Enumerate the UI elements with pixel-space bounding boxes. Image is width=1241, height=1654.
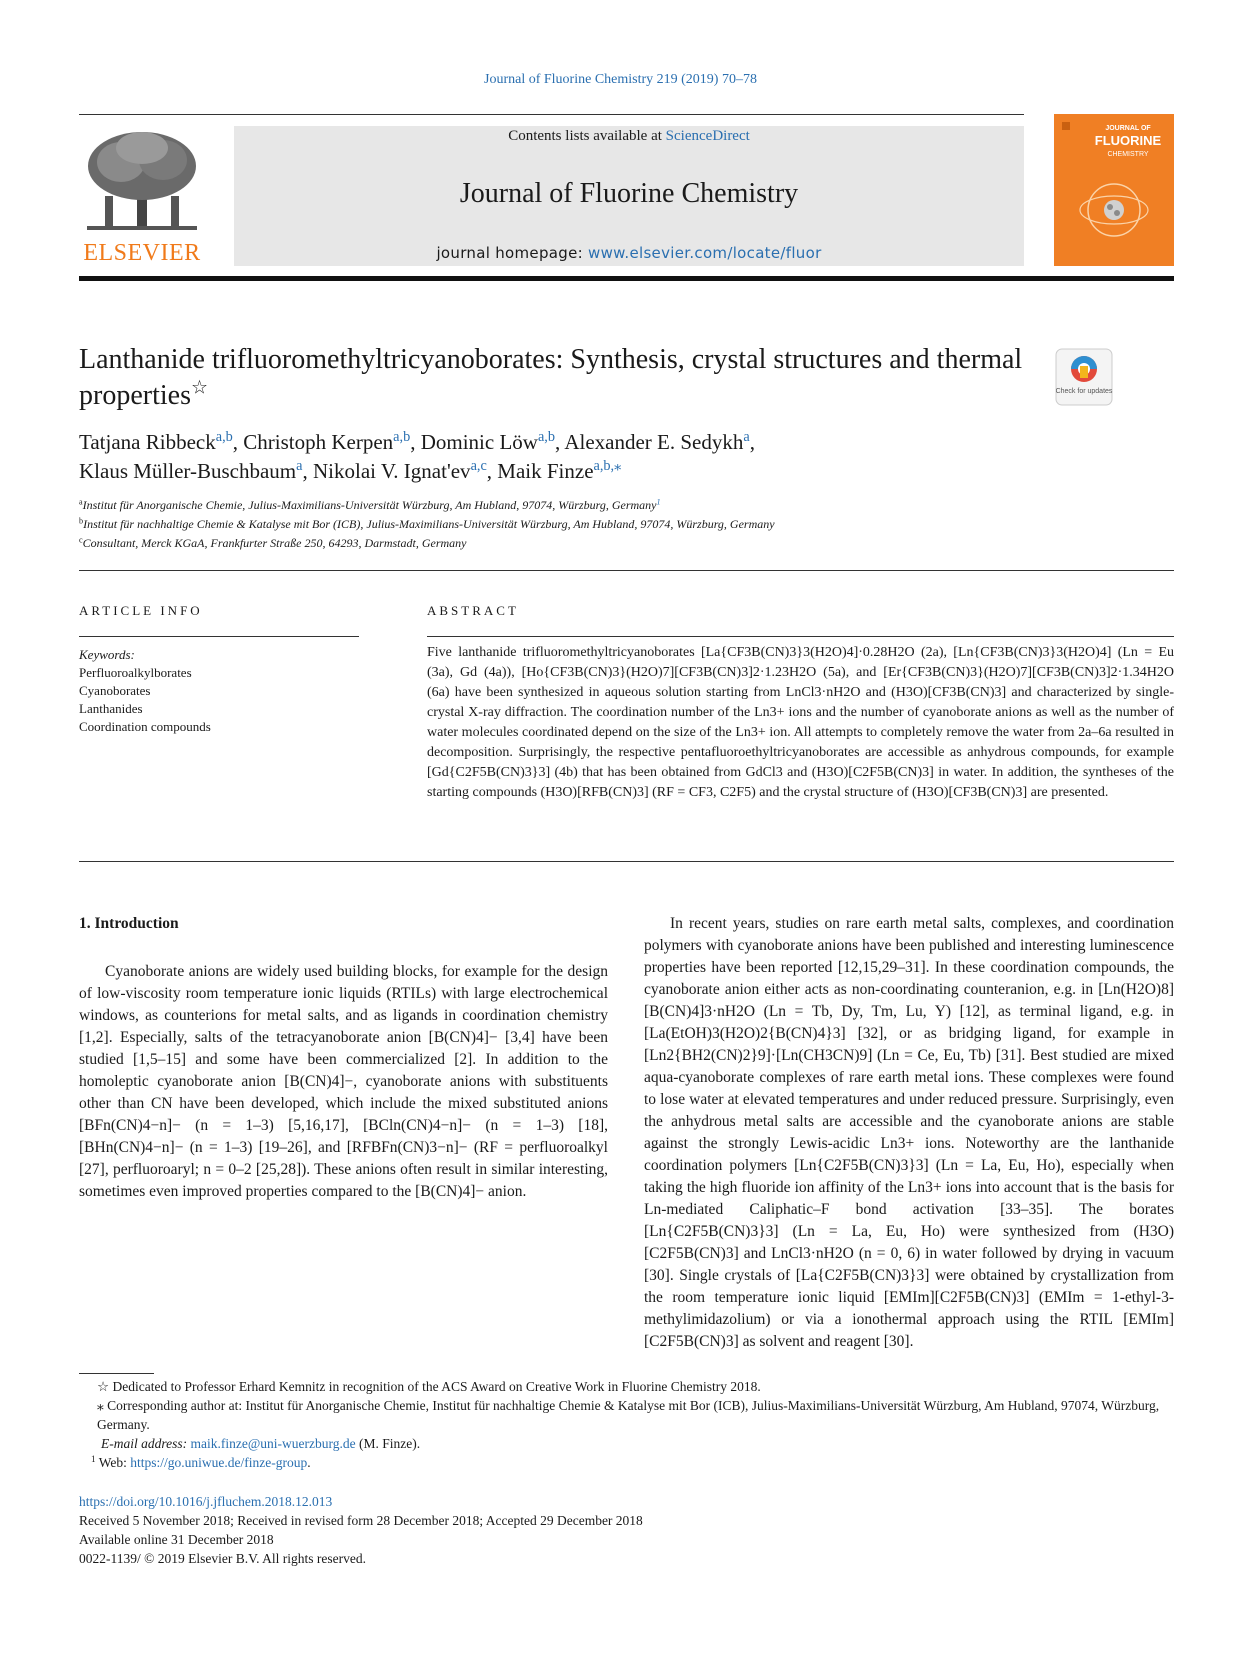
affiliation-text: Consultant, Merck KGaA, Frankfurter Straße 250, 64293, Darmstadt, Germany — [82, 536, 467, 550]
keyword-item: Coordination compounds — [79, 719, 211, 734]
author-name[interactable]: Maik Finze — [497, 459, 594, 483]
header-thick-rule — [79, 276, 1174, 281]
article-info-heading: ARTICLE INFO — [79, 603, 203, 618]
divider-rule — [79, 861, 1174, 862]
affiliation-list — [79, 496, 1079, 553]
affiliation-mark: b — [79, 516, 84, 526]
web-link[interactable]: https://go.uniwue.de/finze-group — [130, 1455, 308, 1470]
keywords-block — [79, 646, 359, 736]
body-paragraph: Cyanoborate anions are widely used building blocks, for example for the design of low-viscosity room temperature ionic liquids (RTILs) with large electrochemical windows, as counterions for metal salts, and as ligands in coordination chemistry [1,2]. Especially, salts of the tetracyanoborate anion [B(CN)4]− [3,4] have been studied [1,5–15] and some have been commercialized [2]. In addition to the homoleptic cyanoborate anion [B(CN)4]−, cyanoborate anions with substituents other than CN have been developed, which include the mixed substituted anions [BFn(CN)4−n]− (n = 1–3) [5,16,17], [BCln(CN)4−n]− (n = 1–3) [18], [BHn(CN)4−n]− (n = 1–3) [19–26], and [RFBFn(CN)3−n]− (RF = perfluoroalkyl [27], perfluoroaryl; n = 0–2 [25,28]). These anions often result in similar interesting, sometimes even improved properties compared to the [B(CN)4]− anion. — [79, 963, 608, 1200]
author-affiliation-mark[interactable]: a,c — [470, 458, 487, 475]
footnote-rule — [79, 1373, 154, 1374]
svg-text:JOURNAL OF: JOURNAL OF — [1105, 125, 1151, 132]
homepage-line — [234, 244, 1024, 262]
check-for-updates-badge[interactable] — [1055, 348, 1113, 406]
contents-line — [234, 128, 1024, 145]
affiliation-note-mark[interactable]: 1 — [656, 497, 661, 507]
journal-reference[interactable]: Journal of Fluorine Chemistry 219 (2019) 70–78 — [484, 72, 757, 87]
affiliation-mark: c — [79, 535, 83, 545]
title-text: Lanthanide trifluoromethyltricyanoborates: Synthesis, crystal structures and thermal properties — [79, 344, 1023, 411]
web-label: Web: — [98, 1455, 127, 1470]
affiliation-text: Institut für nachhaltige Chemie & Katalyse mit Bor (ICB), Julius-Maximilians-Universität Würzburg, Am Hubland, 97074, Würzburg, Germany — [83, 517, 775, 531]
elsevier-wordmark: ELSEVIER — [83, 240, 201, 266]
web-suffix: . — [307, 1455, 311, 1470]
email-suffix: (M. Finze). — [359, 1436, 421, 1451]
author-name[interactable]: Nikolai V. Ignat'ev — [312, 459, 471, 483]
homepage-link[interactable]: www.elsevier.com/locate/fluor — [588, 244, 822, 262]
journal-name: Journal of Fluorine Chemistry — [459, 178, 799, 209]
keyword-item: Lanthanides — [79, 701, 143, 716]
keywords-label: Keywords: — [79, 647, 135, 662]
body-column-left — [79, 913, 608, 1203]
keyword-item: Perfluoroalkylborates — [79, 665, 192, 680]
homepage-prefix: journal homepage: — [436, 244, 589, 262]
doi-link[interactable]: https://doi.org/10.1016/j.jfluchem.2018.12.013 — [79, 1494, 333, 1509]
check-for-updates-text: Check for updates — [1055, 388, 1113, 395]
author-name[interactable]: Klaus Müller-Buschbaum — [79, 459, 297, 483]
author-affiliation-mark[interactable]: a,b — [537, 429, 555, 446]
email-link[interactable]: maik.finze@uni-wuerzburg.de — [190, 1436, 356, 1451]
author-affiliation-mark[interactable]: a,b — [393, 429, 411, 446]
divider-rule — [79, 570, 1174, 571]
email-footnote — [79, 1434, 1174, 1453]
body-paragraph: In recent years, studies on rare earth metal salts, complexes, and coordination polymers with cyanoborate anions have been published and interesting luminescence properties have been reported [12,15,29–31]. In these coordination compounds, the cyanoborate anion either acts as non-coordinating counteranion, e.g. in [Ln(H2O)8][B(CN)4]3·nH2O (Ln = Tb, Dy, Tm, Lu, Y) [12], as terminal ligand, e.g. in [La(EtOH)3(H2O)2{B(CN)4}3] [32], or as bridging ligand, for example in [Ln2{BH2(CN)2}9]·[Ln(CH3CN)9] (Ln = Ce, Eu, Tb) [31]. Best studied are mixed aqua-cyanoborate complexes of rare earth metal ions. These complexes were found to lose water at elevated temperatures and under reduced pressure. Surprisingly, even the anhydrous metal salts are accessible and the cyanoborate anions are stable against the strongly Lewis-acidic Ln3+ ions. Noteworthy are the lanthanide coordination polymers [Ln{C2F5B(CN)3}3] (Ln = La, Eu, Ho), especially when taking the high fluoride ion affinity of the Ln3+ ions into account that is the basis for Ln-mediated Caliphatic–F bond activation [33–35]. The borates [Ln{C2F5B(CN)3}3] (Ln = La, Eu, Ho) were synthesized from (H3O)[C2F5B(CN)3] and LnCl3·nH2O (n = 0, 6) in water followed by drying in vacuum [30]. Single crystals of [La{C2F5B(CN)3}3] were obtained by crystallization from the room temperature ionic liquid [EMIm][C2F5B(CN)3] (EMIm = 1-ethyl-3-methylimidazolium) or via a ionothermal approach using the RTIL [EMIm][C2F5B(CN)3] as solvent and reagent [30]. — [644, 915, 1174, 1350]
publication-info — [79, 1492, 1174, 1568]
footnotes — [79, 1377, 1174, 1472]
author-name[interactable]: Alexander E. Sedykh — [564, 430, 744, 454]
affiliation-mark: a — [79, 497, 83, 507]
author-name[interactable]: Tatjana Ribbeck — [79, 430, 216, 454]
abstract-heading: ABSTRACT — [427, 603, 519, 618]
article-title — [79, 342, 1039, 414]
header-top-rule — [79, 114, 1024, 115]
available-online: Available online 31 December 2018 — [79, 1532, 274, 1547]
copyright: 0022-1139/ © 2019 Elsevier B.V. All rights reserved. — [79, 1551, 366, 1566]
abstract-text: Five lanthanide trifluoromethyltricyanoborates [La{CF3B(CN)3}3(H2O)4]·0.28H2O (2a), [Ln{CF3B(CN)3}3(H2O)4] (Ln = Eu (3a), Gd (4a)), [Ho{CF3B(CN)3}(H2O)7][CF3B(CN)3]2·1.23H2O (5a), and [Er{CF3B(CN)3}(H2O)7][CF3B(CN)3]2·1.34H2O (6a) have been synthesized in aqueous solution starting from LnCl3·nH2O and (H3O)[CF3B(CN)3] and characterized by single-crystal X-ray diffraction. The coordination number of the Ln3+ ions and the number of cyanoborate anions as well as the number of water molecules coordinated depend on the size of the Ln3+ ion. All attempts to completely remove the water from 2a–6a resulted in decomposition. Surprisingly, the respective pentafluoroethyltricyanoborates are accessible as anhydrous compounds, for example [Gd{C2F5B(CN)3}3] (4b) that has been obtained from GdCl3 and (H3O)[C2F5B(CN)3] in water. In addition, the syntheses of the starting compounds (H3O)[RFB(CN)3] (RF = CF3, C2F5) and the crystal structure of (H3O)[CF3B(CN)3] are presented. — [427, 645, 1174, 800]
email-label: E-mail address: — [101, 1436, 188, 1451]
affiliation-item — [79, 515, 1079, 534]
author-affiliation-mark[interactable]: a — [296, 458, 303, 475]
affiliation-item — [79, 496, 1079, 515]
author-affiliation-mark[interactable]: a — [743, 429, 750, 446]
author-list: Tatjana Ribbeck$^{a,b}$, Christoph Kerpen$^{a,b}$, Dominic Löw$^{a,b}$, Alexander E. Sedykh$^a$, Klaus Müller-Buschbaum$^a$, Nikolai V. Ignat'ev$^{a,c}$, Maik Finze$^{a,b,⁎}$ — [79, 429, 755, 483]
corresponding-author-footnote: ⁎ Corresponding author at: Institut für Anorganische Chemie, Institut für nachhaltige Chemie & Katalyse mit Bor (ICB), Julius-Maximilians-Universität Würzburg, Am Hubland, 97074, Würzburg, Germany. — [97, 1398, 1160, 1432]
abstract-rule — [427, 636, 1174, 637]
author-name[interactable]: Dominic Löw — [420, 430, 538, 454]
section-heading-introduction: 1. Introduction — [79, 915, 179, 932]
affiliation-text: Institut für Anorganische Chemie, Julius-Maximilians-Universität Würzburg, Am Hubland, 97074, Würzburg, Germany — [82, 498, 657, 512]
received-dates: Received 5 November 2018; Received in revised form 28 December 2018; Accepted 29 December 2018 — [79, 1513, 643, 1528]
body-column-right — [644, 913, 1174, 1353]
author-affiliation-mark[interactable]: a,b — [215, 429, 233, 446]
web-footnote — [79, 1453, 1174, 1472]
article-info-rule — [79, 636, 359, 637]
title-footnote-mark[interactable]: ☆ — [190, 377, 209, 399]
journal-cover-image[interactable] — [1054, 114, 1174, 266]
keyword-item: Cyanoborates — [79, 683, 151, 698]
affiliation-item — [79, 534, 1079, 553]
dedication-footnote: ☆ Dedicated to Professor Erhard Kemnitz in recognition of the ACS Award on Creative Work in Fluorine Chemistry 2018. — [97, 1379, 761, 1394]
web-footnote-mark: 1 — [91, 1453, 96, 1464]
sciencedirect-link[interactable]: ScienceDirect — [665, 128, 750, 144]
author-name[interactable]: Christoph Kerpen — [243, 430, 394, 454]
svg-text:CHEMISTRY: CHEMISTRY — [1107, 151, 1149, 158]
contents-prefix: Contents lists available at — [508, 128, 666, 144]
svg-text:FLUORINE: FLUORINE — [1094, 133, 1162, 148]
author-affiliation-mark[interactable]: a,b,⁎ — [593, 458, 622, 475]
